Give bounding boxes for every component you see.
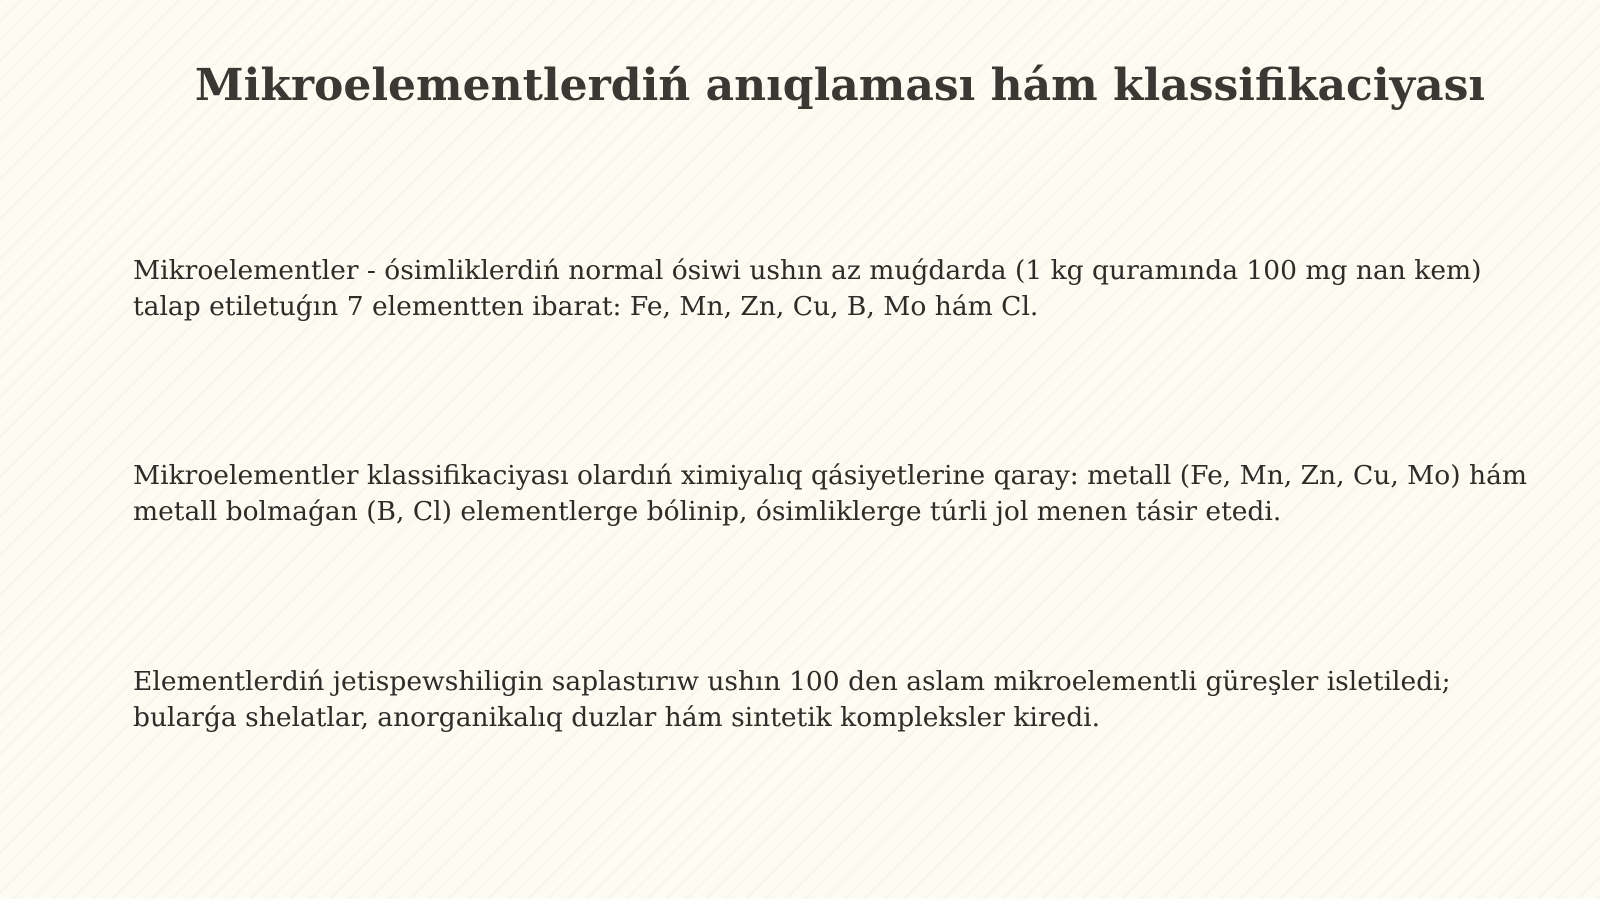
slide-title: Mikroelementlerdiń anıqlaması hám klassifikaciyası	[194, 60, 1486, 111]
paragraph-definition: Mikroelementler - ósimliklerdiń normal ósiwi ushın az muǵdarda (1 kg quramında 100 mg nan kem) talap etiletuǵın 7 elementten ibarat: Fe, Mn, Zn, Cu, B, Mo hám Cl.	[133, 255, 1482, 322]
paragraph-deficiency-remedies: Elementlerdiń jetispewshiligin saplastırıw ushın 100 den aslam mikroelementli güreşler isletiledi; bularǵa shelatlar, anorganikalıq duzlar hám sintetik kompleksler kiredi.	[133, 666, 1451, 733]
paragraph-classification: Mikroelementler klassifikaciyası olardıń ximiyalıq qásiyetlerine qaray: metall (Fe, Mn, Zn, Cu, Mo) hám metall bolmaǵan (B, Cl) elementlerge bólinip, ósimliklerge túrli jol menen tásir etedi.	[133, 460, 1528, 527]
